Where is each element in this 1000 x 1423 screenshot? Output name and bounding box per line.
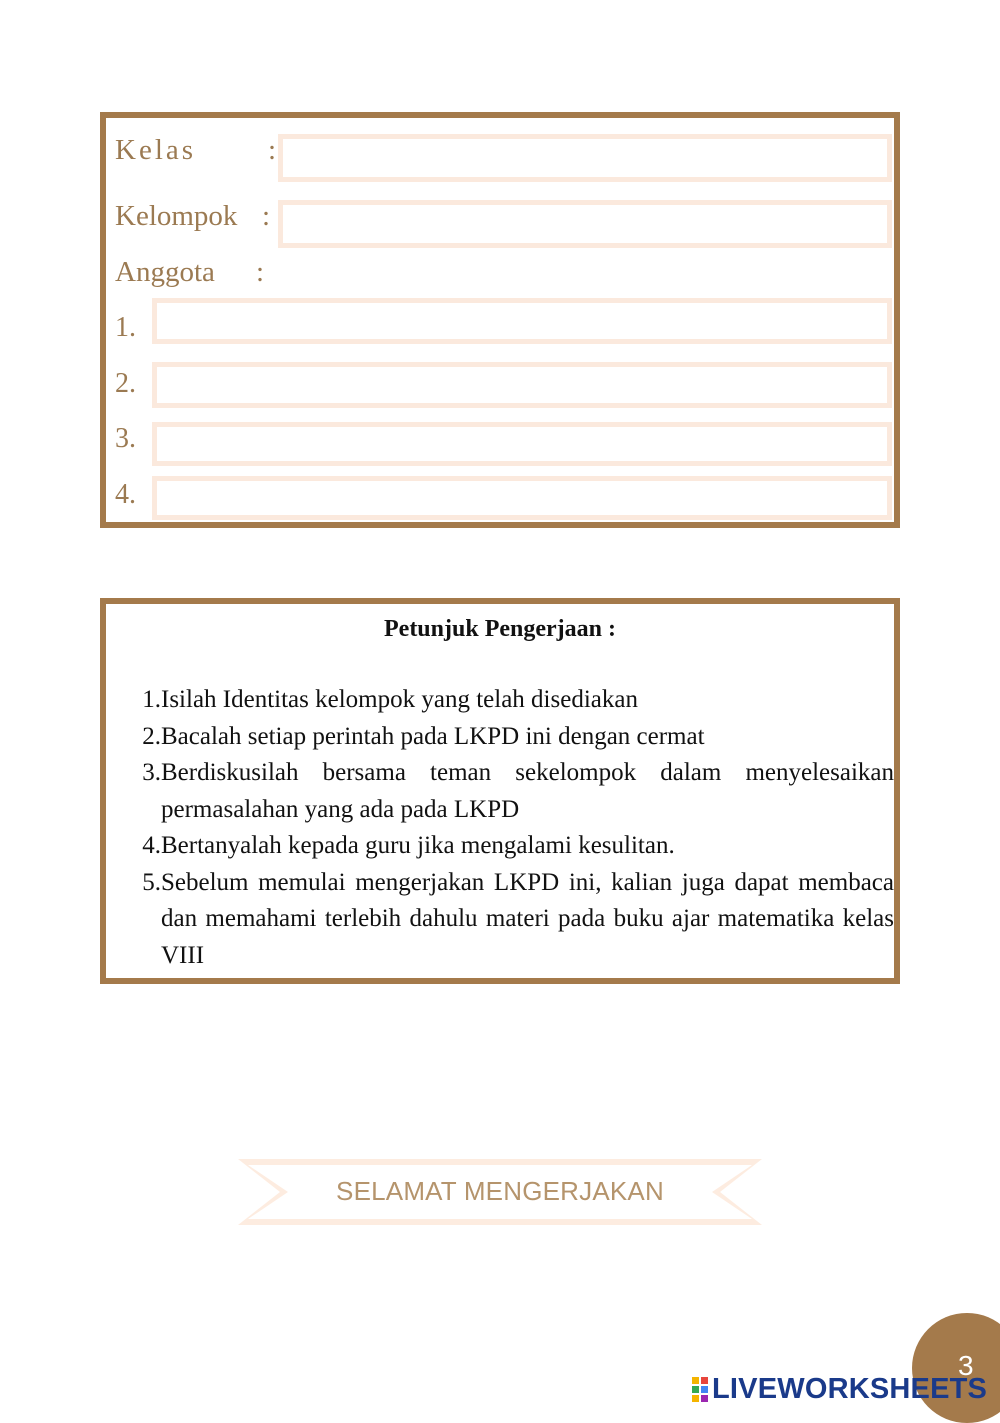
closing-banner	[238, 1159, 762, 1225]
instruction-item	[130, 865, 894, 975]
member-number-3: 3.	[115, 423, 136, 454]
kelas-input[interactable]	[278, 134, 892, 182]
member-input-3[interactable]	[152, 422, 892, 466]
instruction-text: Isilah Identitas kelompok yang telah disediakan	[161, 686, 638, 713]
instruction-text: Sebelum memulai mengerjakan LKPD ini, kalian juga dapat membaca dan memahami terlebih dahulu materi pada buku ajar matematika kelas VIII	[161, 868, 894, 969]
page-number: 3	[958, 1350, 974, 1381]
page-number-badge	[912, 1313, 1000, 1423]
instruction-number: 3.	[142, 759, 161, 786]
member-number-4: 4.	[115, 479, 136, 510]
identity-form	[100, 112, 900, 528]
member-number-2: 2.	[115, 368, 136, 399]
banner-text: SELAMAT MENGERJAKAN	[336, 1176, 664, 1206]
instruction-item	[130, 719, 894, 756]
member-input-2[interactable]	[152, 362, 892, 408]
instruction-item	[130, 755, 894, 828]
liveworksheets-logo	[692, 1373, 987, 1405]
instructions-box	[100, 598, 900, 984]
logo-text: LIVEWORKSHEETS	[712, 1372, 988, 1405]
member-input-4[interactable]	[152, 476, 892, 520]
instruction-text: Bacalah setiap perintah pada LKPD ini dengan cermat	[161, 722, 705, 750]
kelas-label: Kelas	[115, 134, 197, 166]
kelompok-colon: :	[262, 200, 271, 232]
instruction-number: 1.	[142, 686, 161, 713]
instruction-number: 4.	[142, 832, 161, 859]
instruction-text: Berdiskusilah bersama teman sekelompok dalam menyelesaikan permasalahan yang ada pada LKPD	[161, 759, 894, 823]
kelompok-input[interactable]	[278, 200, 892, 248]
instruction-text: Bertanyalah kepada guru jika mengalami kesulitan.	[161, 832, 675, 859]
anggota-colon: :	[256, 256, 265, 288]
instructions-title: Petunjuk Pengerjaan :	[384, 616, 616, 642]
instructions-list	[130, 682, 894, 974]
instruction-number: 2.	[142, 722, 161, 750]
kelompok-label: Kelompok	[115, 200, 238, 232]
member-number-1: 1.	[115, 312, 136, 343]
anggota-label: Anggota	[115, 256, 215, 288]
member-input-1[interactable]	[152, 298, 892, 344]
instruction-item	[130, 828, 894, 865]
instruction-item	[130, 682, 894, 719]
logo-squares-icon	[692, 1377, 708, 1402]
instruction-number: 5.	[142, 868, 161, 896]
kelas-colon: :	[268, 134, 277, 166]
